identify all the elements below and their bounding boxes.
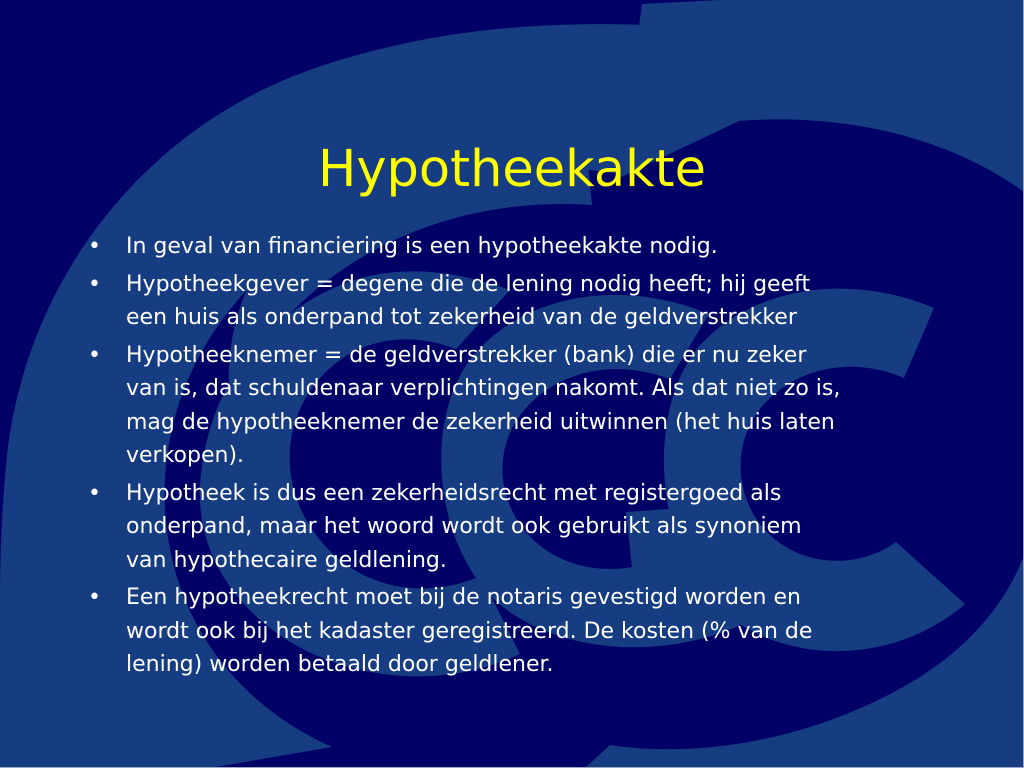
bullet-text-line: lening) worden betaald door geldlener. [126, 652, 554, 677]
bullet-text-line: Hypotheek is dus een zekerheidsrecht met registergoed als [126, 480, 782, 506]
bullet-item [84, 339, 944, 473]
bullet-text-line: een huis als onderpand tot zekerheid van de geldverstrekker [126, 305, 797, 330]
bullet-text-line: wordt ook bij het kadaster geregistreerd. De kosten (% van de [126, 618, 813, 644]
bullet-marker: • [88, 480, 101, 506]
bullet-item [84, 477, 944, 578]
bullet-text-line: verkopen). [126, 443, 245, 468]
slide-title: Hypotheekakte [318, 140, 706, 200]
bullet-text-line: van is, dat schuldenaar verplichtingen nakomt. Als dat niet zo is, [126, 376, 841, 401]
bullet-text-line: Hypotheeknemer = de geldverstrekker (bank) die er nu zeker [126, 342, 807, 368]
bullet-text-line: Hypotheekgever = degene die de lening nodig heeft; hij geeft [126, 271, 811, 297]
bullet-marker: • [88, 234, 101, 259]
bullet-text-line: onderpand, maar het woord wordt ook gebruikt als synoniem [126, 514, 802, 539]
bullet-text-line: Een hypotheekrecht moet bij de notaris gevestigd worden en [126, 585, 801, 610]
bullet-item [84, 268, 944, 335]
bullet-list [84, 230, 944, 686]
bullet-marker: • [88, 585, 101, 610]
bullet-text-line: van hypothecaire geldlening. [126, 547, 447, 573]
bullet-item [84, 230, 944, 264]
bullet-marker: • [88, 271, 101, 297]
bullet-text-line: mag de hypotheeknemer de zekerheid uitwinnen (het huis laten [126, 409, 835, 435]
bullet-item [84, 581, 944, 682]
bullet-text-line: In geval van financiering is een hypotheekakte nodig. [126, 234, 718, 259]
bullet-marker: • [88, 342, 101, 368]
